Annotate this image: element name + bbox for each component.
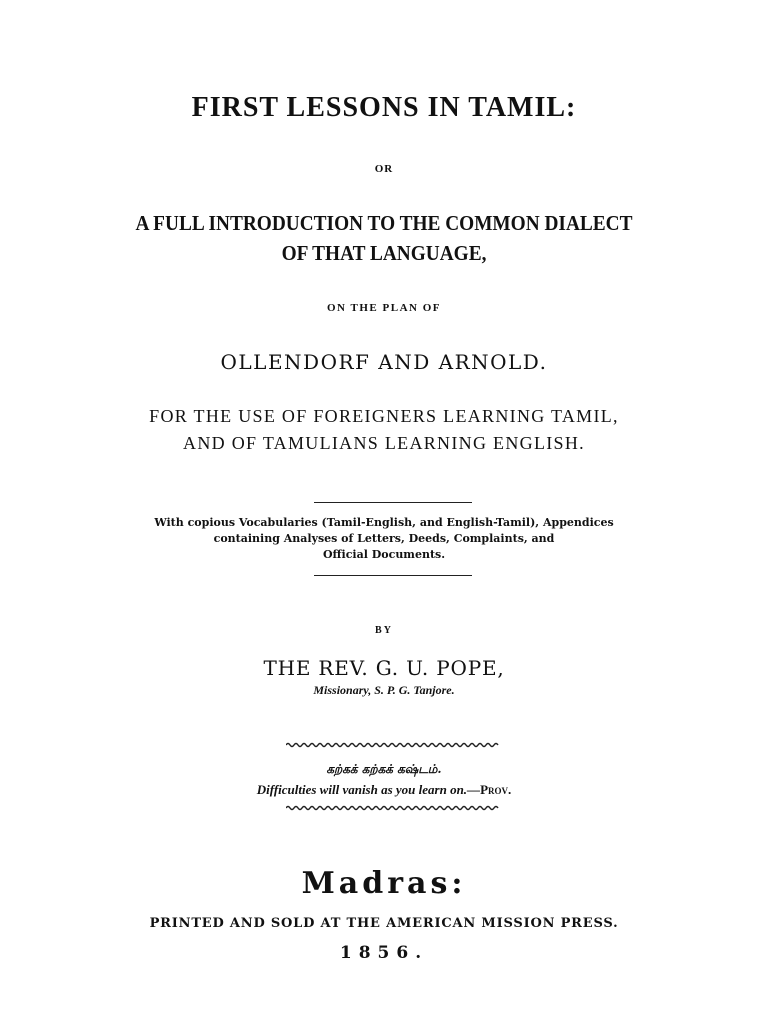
imprint-line: PRINTED AND SOLD AT THE AMERICAN MISSION PRESS. xyxy=(149,916,619,931)
wavy-ornament-top xyxy=(286,742,500,748)
purpose-line-1: FOR THE USE OF FOREIGNERS LEARNING TAMIL, xyxy=(149,406,619,426)
plan-authors: OLLENDORF AND ARNOLD. xyxy=(220,350,548,374)
author-name: THE REV. G. U. POPE, xyxy=(263,656,505,680)
epigraph-source: Prov. xyxy=(480,782,512,797)
purpose-line-2: AND OF TAMULIANS LEARNING ENGLISH. xyxy=(183,433,585,453)
contents-line-2: containing Analyses of Letters, Deeds, Complaints, and xyxy=(213,532,555,545)
wavy-ornament-bottom xyxy=(286,805,500,811)
contents-line-3: Official Documents. xyxy=(322,548,446,561)
subtitle-line-1: A FULL INTRODUCTION TO THE COMMON DIALECT xyxy=(135,211,633,235)
epigraph-english xyxy=(0,782,768,798)
epigraph-tamil: கற்கக் கற்கக் கஷ்டம். xyxy=(326,762,442,776)
epigraph-english-text: Difficulties will vanish as you learn on.— xyxy=(256,782,481,797)
subtitle-line-2: OF THAT LANGUAGE, xyxy=(281,241,487,265)
publication-year: 1856. xyxy=(339,943,429,963)
on-the-plan-of: ON THE PLAN OF xyxy=(326,302,441,314)
contents-line-1: With copious Vocabularies (Tamil-English, and English-Tamil), Appendices xyxy=(154,516,614,529)
divider-rule-bottom xyxy=(314,575,472,576)
place-of-publication: Madras: xyxy=(301,866,467,901)
book-title: FIRST LESSONS IN TAMIL: xyxy=(191,92,577,123)
or-connector: OR xyxy=(374,163,394,175)
by-label: BY xyxy=(375,625,393,636)
divider-rule-top xyxy=(314,502,472,503)
author-role: Missionary, S. P. G. Tanjore. xyxy=(313,683,455,697)
